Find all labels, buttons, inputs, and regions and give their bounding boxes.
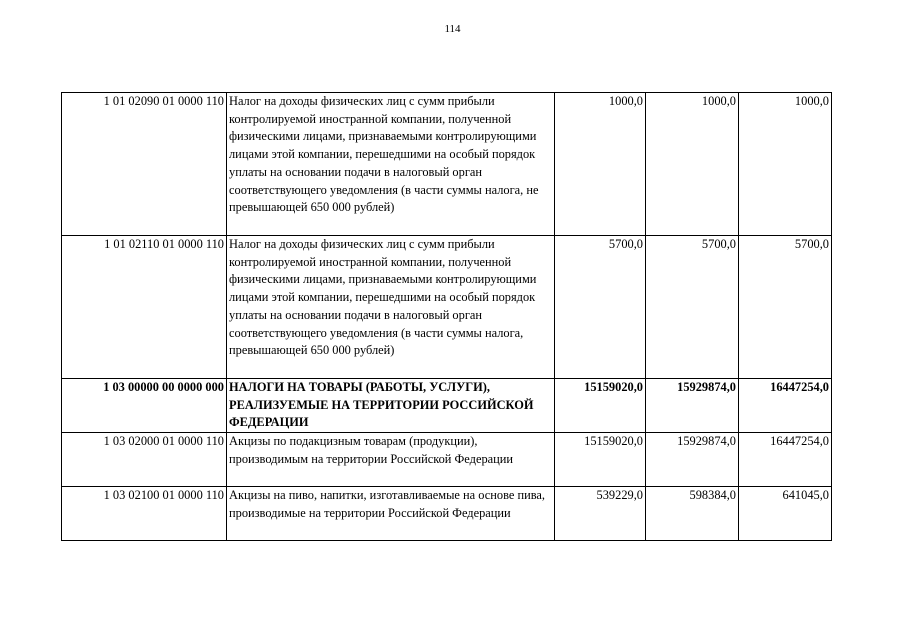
amount-year3-cell: 16447254,0 [739, 433, 832, 487]
table-row [62, 433, 832, 487]
revenue-name-cell: НАЛОГИ НА ТОВАРЫ (РАБОТЫ, УСЛУГИ), РЕАЛИЗУЕМЫЕ НА ТЕРРИТОРИИ РОССИЙСКОЙ ФЕДЕРАЦИИ [227, 379, 555, 433]
revenue-name-cell: Акцизы на пиво, напитки, изготавливаемые на основе пива, производимые на территории Российской Федерации [227, 487, 555, 541]
amount-year2-cell: 5700,0 [646, 236, 739, 379]
amount-year1-cell: 1000,0 [555, 93, 646, 236]
amount-year3-cell: 5700,0 [739, 236, 832, 379]
amount-year1-cell: 15159020,0 [555, 379, 646, 433]
revenue-name-cell: Налог на доходы физических лиц с сумм прибыли контролируемой иностранной компании, полученной физическими лицами, признаваемыми контролирующими лицами этой компании, перешедшими на особый порядок уплаты на основании подачи в налоговый орган соответствующего уведомления (в части суммы налога, не превышающей 650 000 рублей) [227, 93, 555, 236]
revenue-name-cell: Налог на доходы физических лиц с сумм прибыли контролируемой иностранной компании, полученной физическими лицами, признаваемыми контролирующими лицами этой компании, перешедшими на особый порядок уплаты на основании подачи в налоговый орган соответствующего уведомления (в части суммы налога, превышающей 650 000 рублей) [227, 236, 555, 379]
budget-code-cell: 1 01 02110 01 0000 110 [62, 236, 227, 379]
amount-year2-cell: 15929874,0 [646, 379, 739, 433]
table-row [62, 236, 832, 379]
page-number: 114 [444, 23, 461, 35]
budget-code-cell: 1 01 02090 01 0000 110 [62, 93, 227, 236]
revenue-table [61, 92, 832, 541]
amount-year2-cell: 15929874,0 [646, 433, 739, 487]
budget-code-cell: 1 03 02000 01 0000 110 [62, 433, 227, 487]
budget-code-cell: 1 03 02100 01 0000 110 [62, 487, 227, 541]
revenue-name-cell: Акцизы по подакцизным товарам (продукции), производимым на территории Российской Федерации [227, 433, 555, 487]
table-row [62, 487, 832, 541]
amount-year1-cell: 15159020,0 [555, 433, 646, 487]
amount-year1-cell: 539229,0 [555, 487, 646, 541]
amount-year2-cell: 1000,0 [646, 93, 739, 236]
table-row [62, 93, 832, 236]
amount-year3-cell: 16447254,0 [739, 379, 832, 433]
amount-year1-cell: 5700,0 [555, 236, 646, 379]
amount-year3-cell: 641045,0 [739, 487, 832, 541]
amount-year2-cell: 598384,0 [646, 487, 739, 541]
table-row [62, 379, 832, 433]
budget-code-cell: 1 03 00000 00 0000 000 [62, 379, 227, 433]
amount-year3-cell: 1000,0 [739, 93, 832, 236]
